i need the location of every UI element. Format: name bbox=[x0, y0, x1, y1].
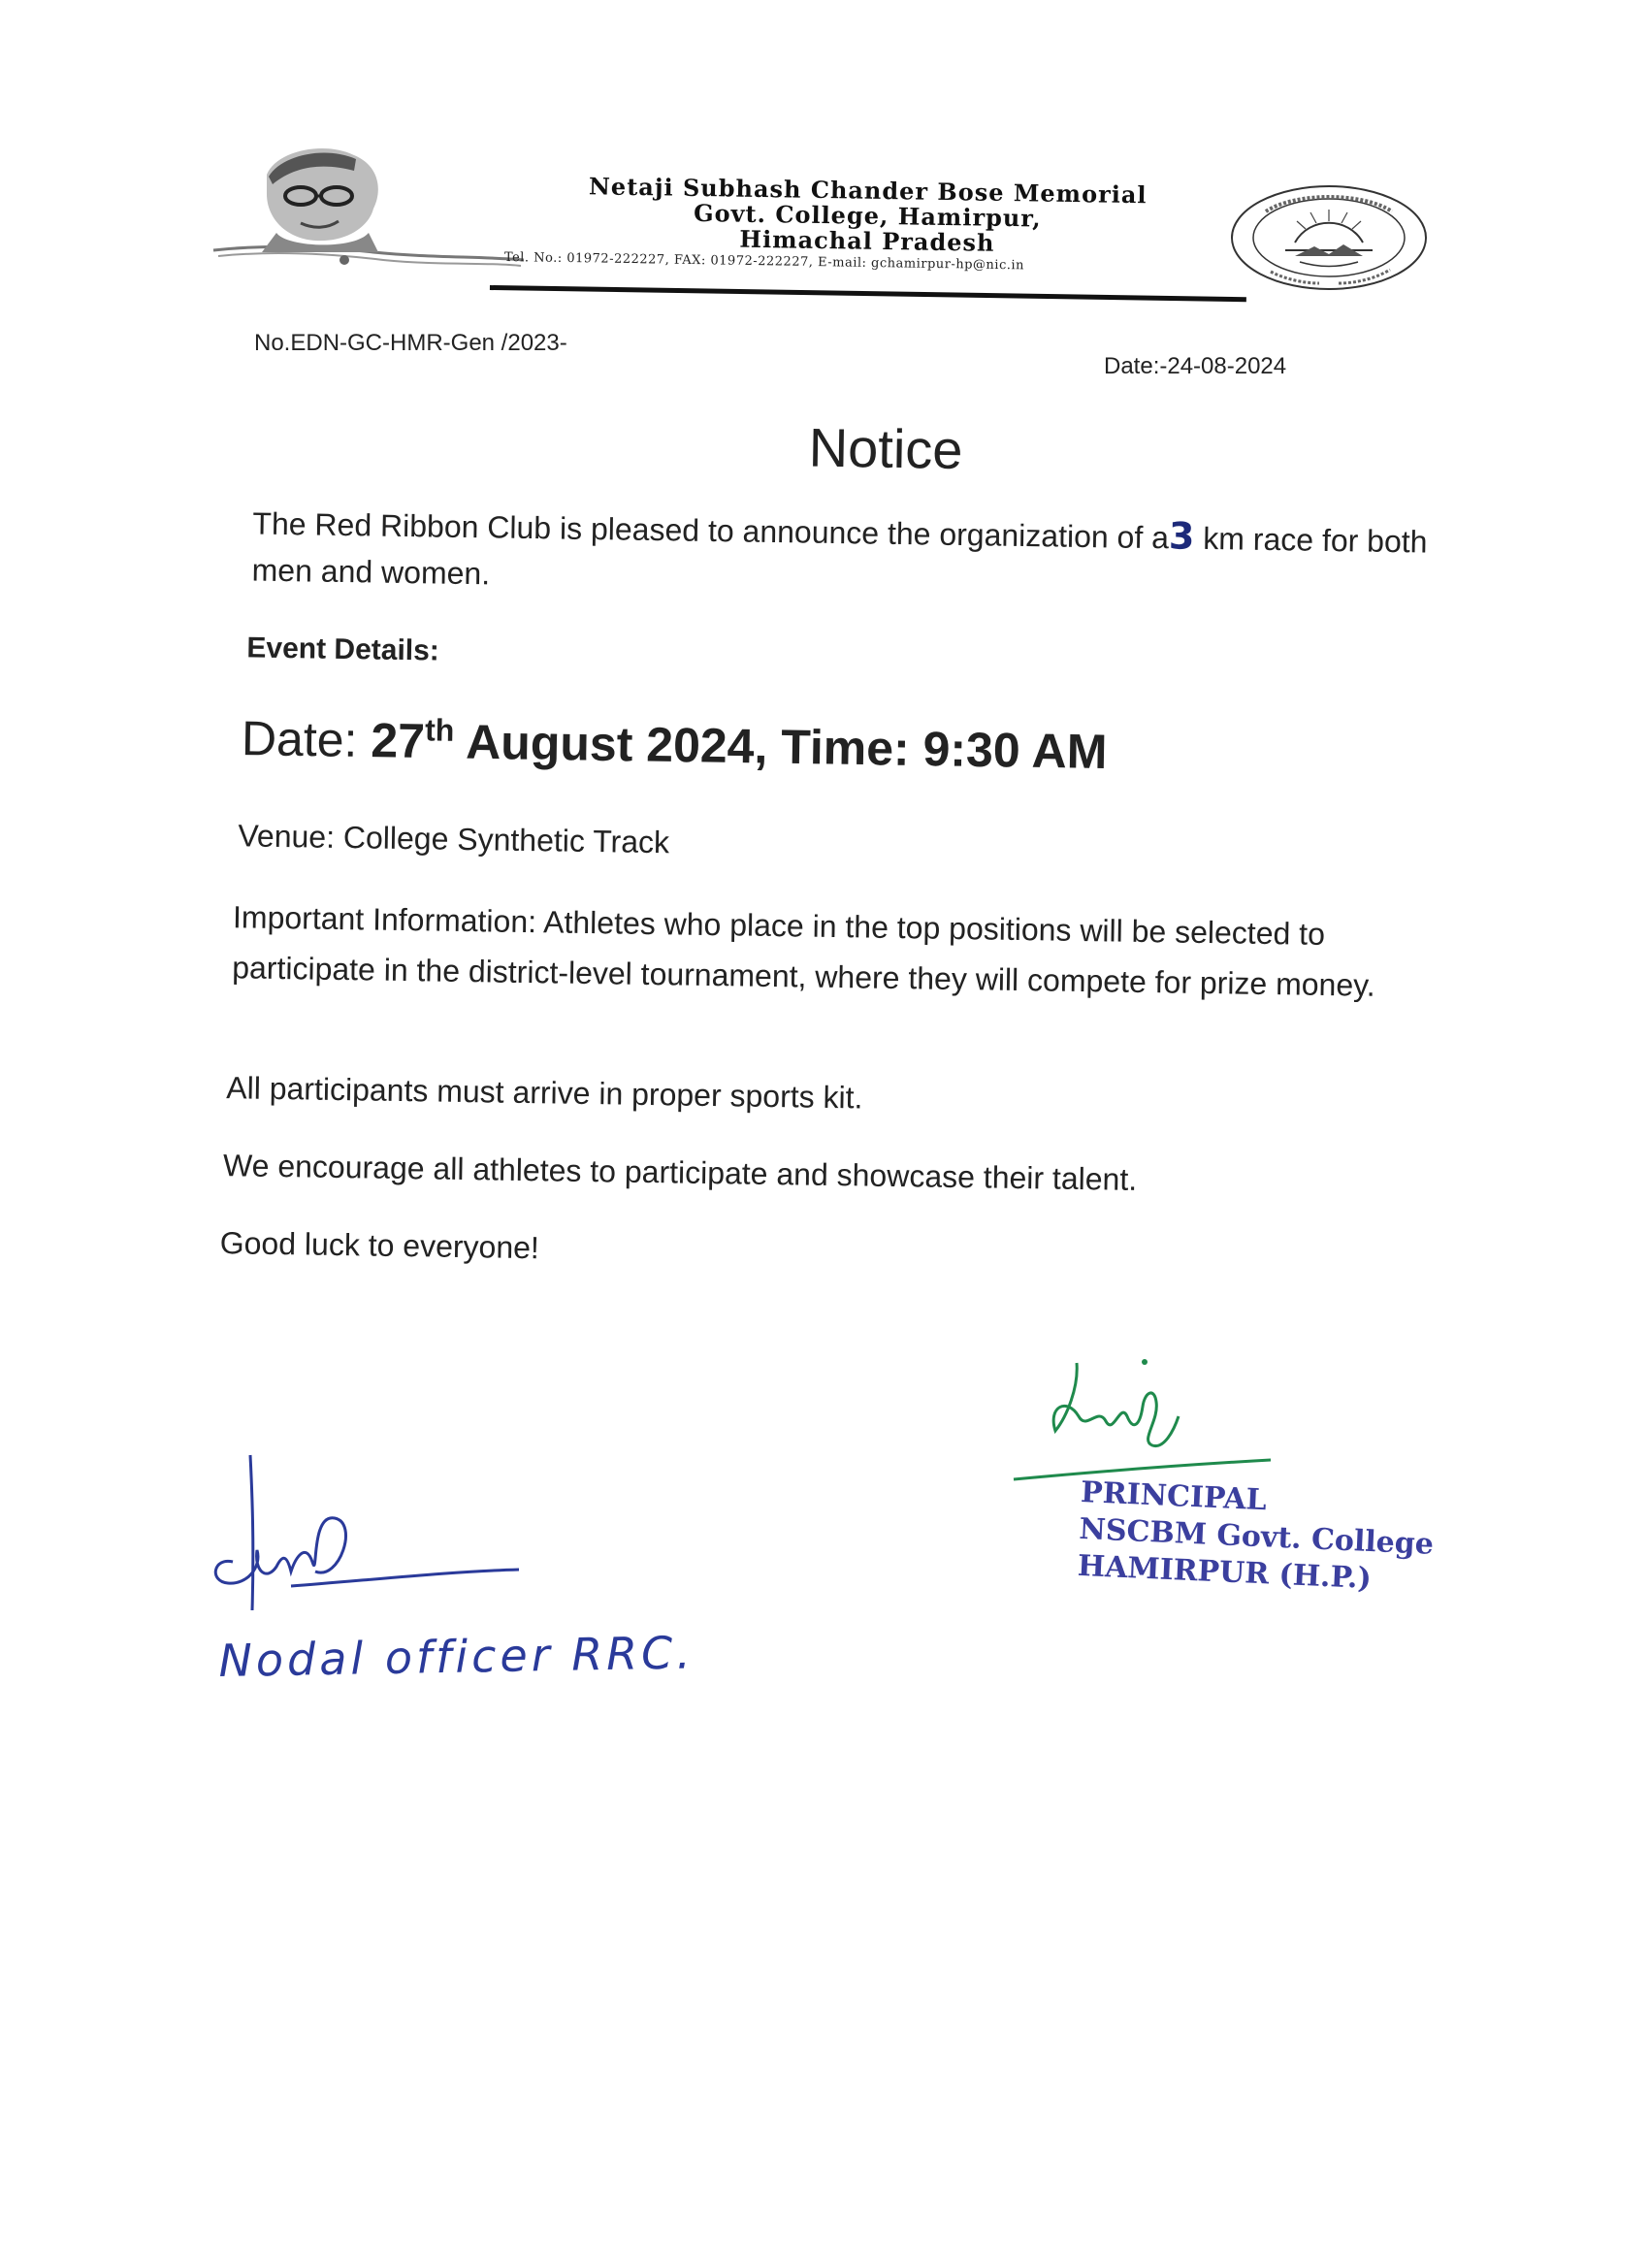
event-details-heading: Event Details: bbox=[246, 632, 440, 667]
reference-number: No.EDN-GC-HMR-Gen /2023- bbox=[254, 330, 567, 356]
race-distance: 3 bbox=[1168, 514, 1195, 558]
stamp-line-3: HAMIRPUR (H.P.) bbox=[1077, 1548, 1373, 1597]
paragraph-sports-kit: All participants must arrive in proper sports kit. bbox=[226, 1070, 863, 1116]
intro-text-start: The Red Ribbon Club is pleased to announce the organization of a bbox=[252, 505, 1170, 556]
event-time: Time: 9:30 AM bbox=[766, 719, 1108, 780]
intro-paragraph bbox=[251, 499, 1455, 612]
college-name-line-3: Himachal Pradesh bbox=[739, 224, 995, 257]
paragraph-good-luck: Good luck to everyone! bbox=[219, 1225, 540, 1266]
nodal-officer-label: Nodal officer RRC. bbox=[218, 1626, 695, 1687]
contact-line: Tel. No.: 01972-222227, FAX: 01972-222227, E-mail: gchamirpur-hp@nic.in bbox=[503, 250, 1025, 274]
event-month-year: August 2024, bbox=[453, 714, 768, 774]
stamp-line-2: NSCBM Govt. College bbox=[1078, 1511, 1435, 1562]
page-title: Notice bbox=[808, 416, 963, 480]
intro-text-end: km race for both men and women. bbox=[251, 520, 1428, 592]
event-date-label: Date: bbox=[241, 711, 372, 768]
issue-date: Date:-24-08-2024 bbox=[1104, 353, 1287, 379]
principal-signature bbox=[1009, 1348, 1280, 1484]
paragraph-encourage: We encourage all athletes to participate and showcase their talent. bbox=[222, 1148, 1138, 1197]
important-information: Important Information: Athletes who place in the top positions will be selected to participate in the district-level tournament, where they will compete for prize money. bbox=[231, 899, 1375, 1003]
principal-stamp bbox=[1077, 1474, 1436, 1601]
event-venue: Venue: College Synthetic Track bbox=[238, 818, 670, 860]
college-name-line-1: Netaji Subhash Chander Bose Memorial bbox=[588, 172, 1148, 210]
stamp-line-1: PRINCIPAL bbox=[1080, 1474, 1268, 1518]
event-day: 27 bbox=[370, 713, 426, 768]
nodal-officer-signature bbox=[204, 1436, 534, 1630]
event-date-time bbox=[242, 709, 1108, 780]
college-name-line-2: Govt. College, Hamirpur, bbox=[693, 198, 1042, 233]
event-day-suffix: th bbox=[424, 712, 455, 748]
